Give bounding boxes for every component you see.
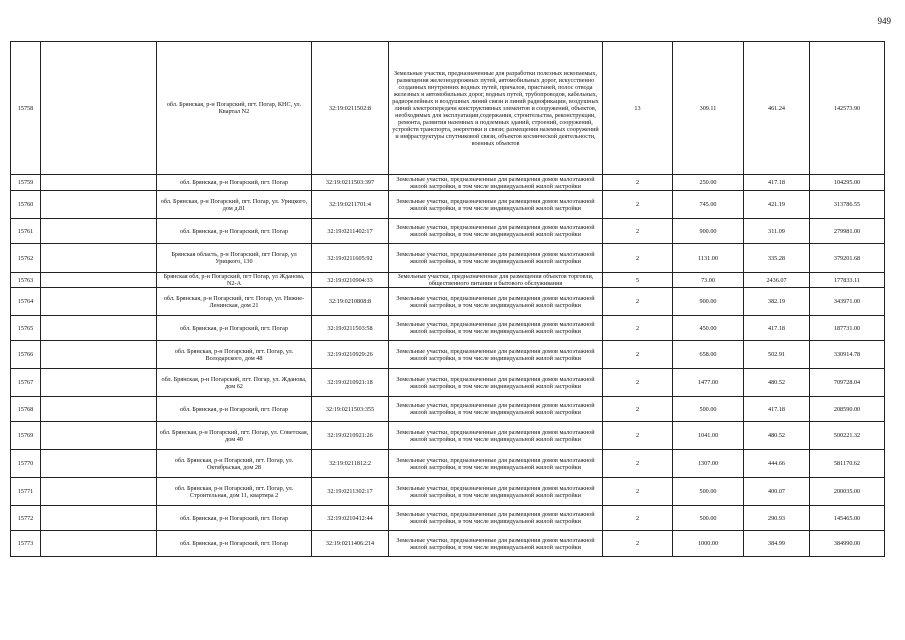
row-cadastral-number: 32:19:0211605:92 [312,244,389,273]
row-blank [41,244,157,273]
row-area: 745.00 [673,191,744,219]
row-address: обл. Брянская, р-н Погарский, пгт. Погар, ул. Жданова, дом 62 [157,369,312,397]
row-rate: 417.18 [744,316,810,341]
row-id: 15766 [11,341,41,369]
row-blank [41,422,157,450]
row-group: 2 [603,288,673,316]
row-blank [41,273,157,288]
row-id: 15762 [11,244,41,273]
row-id: 15771 [11,478,41,506]
row-land-use: Земельные участки, предназначенные для размещения домов малоэтажной жилой застройки, в том числе индивидуальной жилой застройки [389,175,603,191]
row-address: обл. Брянская, р-н Погарский, пгт. Погар, КНС, ул. Квартал N2 [157,42,312,175]
row-value: 208590.00 [810,397,885,422]
row-group: 2 [603,191,673,219]
row-value: 313786.55 [810,191,885,219]
row-rate: 502.91 [744,341,810,369]
row-cadastral-number: 32:19:0211502:8 [312,42,389,175]
row-group: 2 [603,531,673,557]
row-address: обл. Брянская, р-н Погарский, пгт. Погар [157,175,312,191]
table-row [11,175,885,191]
row-address: Брянская обл, р-н Погарский, пгт Погар, ул Жданова, N2-А [157,273,312,288]
row-blank [41,397,157,422]
row-cadastral-number: 32:19:0211302:17 [312,478,389,506]
row-rate: 311.09 [744,219,810,244]
row-area: 250.00 [673,175,744,191]
row-cadastral-number: 32:19:0210904:33 [312,273,389,288]
row-value: 187731.00 [810,316,885,341]
row-area: 1041.00 [673,422,744,450]
row-rate: 290.93 [744,506,810,531]
row-land-use: Земельные участки, предназначенные для размещения домов малоэтажной жилой застройки, в том числе индивидуальной жилой застройки [389,316,603,341]
row-id: 15768 [11,397,41,422]
row-land-use: Земельные участки, предназначенные для размещения домов малоэтажной жилой застройки, в том числе индивидуальной жилой застройки [389,506,603,531]
row-cadastral-number: 32:19:0210921:26 [312,422,389,450]
row-group: 2 [603,478,673,506]
table-row [11,506,885,531]
table-row [11,316,885,341]
row-id: 15769 [11,422,41,450]
row-cadastral-number: 32:19:0211701:4 [312,191,389,219]
row-id: 15764 [11,288,41,316]
row-blank [41,219,157,244]
row-value: 709728.04 [810,369,885,397]
row-rate: 480.52 [744,369,810,397]
row-group: 2 [603,316,673,341]
row-area: 1131.00 [673,244,744,273]
row-land-use: Земельные участки, предназначенные для разработки полезных ископаемых, размещения железнодорожных путей, автомобильных дорог, искусственно созданных внутренних водных путей, причалов, пристаней, полос отвода железных и автомобильных дорог, водных путей, трубопроводов, кабельных, радиорелейных и воздушных линий связи и линий радиофикации, воздушных линий электропередачи конструктивных элементов и сооружений, объектов, необходимых для эксплуатации,содержания, строительства, реконструкции, ремонта, развития наземных и подземных зданий, строений, сооружений, устройств транспорта, энергетики и связи; размещения наземных сооружений и инфраструктуры спутниковой связи, объектов космической деятельности, военных объектов [389,42,603,175]
row-group: 2 [603,219,673,244]
row-blank [41,506,157,531]
row-rate: 417.18 [744,397,810,422]
row-address: обл. Брянская, р-н Погарский, пгт. Погар, ул. Нижне-Ленинская, дом 21 [157,288,312,316]
table-row [11,191,885,219]
row-rate: 382.19 [744,288,810,316]
row-area: 900.00 [673,288,744,316]
row-cadastral-number: 32:19:0211812:2 [312,450,389,478]
row-group: 2 [603,450,673,478]
row-address: обл. Брянская, р-н Погарский, пгт. Погар [157,506,312,531]
table-row [11,288,885,316]
row-id: 15765 [11,316,41,341]
row-blank [41,191,157,219]
row-area: 450.00 [673,316,744,341]
row-group: 2 [603,369,673,397]
row-area: 73.00 [673,273,744,288]
row-address: обл. Брянская, р-н Погарский, пгт. Погар, ул. Октябрьская, дом 28 [157,450,312,478]
row-area: 500.00 [673,478,744,506]
row-group: 2 [603,341,673,369]
row-id: 15760 [11,191,41,219]
row-id: 15770 [11,450,41,478]
row-id: 15758 [11,42,41,175]
row-rate: 461.24 [744,42,810,175]
row-blank [41,175,157,191]
row-group: 2 [603,244,673,273]
table-row [11,341,885,369]
row-blank [41,450,157,478]
table-row [11,422,885,450]
row-land-use: Земельные участки, предназначенные для размещения домов малоэтажной жилой застройки, в том числе индивидуальной жилой застройки [389,219,603,244]
row-cadastral-number: 32:19:0211406:214 [312,531,389,557]
row-value: 330914.78 [810,341,885,369]
row-value: 200035.00 [810,478,885,506]
table-row [11,219,885,244]
row-rate: 335.28 [744,244,810,273]
page-number: 949 [877,16,891,26]
row-value: 581170.62 [810,450,885,478]
row-value: 104295.00 [810,175,885,191]
row-id: 15772 [11,506,41,531]
row-value: 384990.00 [810,531,885,557]
row-rate: 421.19 [744,191,810,219]
row-address: обл. Брянская, р-н Погарский, пгт. Погар, ул. Строительная, дом 11, квартира 2 [157,478,312,506]
row-blank [41,369,157,397]
row-address: обл. Брянская, р-н Погарский, пгт. Погар [157,316,312,341]
row-land-use: Земельные участки, предназначенные для размещения домов малоэтажной жилой застройки, в том числе индивидуальной жилой застройки [389,531,603,557]
row-area: 1000.00 [673,531,744,557]
row-rate: 444.66 [744,450,810,478]
row-area: 658.00 [673,341,744,369]
row-blank [41,531,157,557]
table-row [11,369,885,397]
row-land-use: Земельные участки, предназначенные для размещения домов малоэтажной жилой застройки, в том числе индивидуальной жилой застройки [389,191,603,219]
row-cadastral-number: 32:19:0210412:44 [312,506,389,531]
row-land-use: Земельные участки, предназначенные для размещения домов малоэтажной жилой застройки, в том числе индивидуальной жилой застройки [389,288,603,316]
row-cadastral-number: 32:19:0210929:26 [312,341,389,369]
row-value: 145465.00 [810,506,885,531]
row-value: 343971.00 [810,288,885,316]
row-id: 15767 [11,369,41,397]
row-cadastral-number: 32:19:0211503:397 [312,175,389,191]
row-area: 1477.00 [673,369,744,397]
row-address: обл. Брянская, р-н Погарский, пгт. Погар [157,397,312,422]
row-blank [41,478,157,506]
row-address: обл. Брянская, р-н Погарский, пгт. Погар, ул. Володарского, дом 48 [157,341,312,369]
row-blank [41,288,157,316]
row-land-use: Земельные участки, предназначенные для размещения домов малоэтажной жилой застройки, в том числе индивидуальной жилой застройки [389,397,603,422]
row-group: 13 [603,42,673,175]
row-address: обл. Брянская, р-н Погарский, пгт. Погар, ул. Советская, дом 40 [157,422,312,450]
row-group: 2 [603,397,673,422]
row-land-use: Земельные участки, предназначенные для размещения домов малоэтажной жилой застройки, в том числе индивидуальной жилой застройки [389,422,603,450]
row-land-use: Земельные участки, предназначенные для размещения домов малоэтажной жилой застройки, в том числе индивидуальной жилой застройки [389,478,603,506]
table-row [11,478,885,506]
row-cadastral-number: 32:19:0210921:18 [312,369,389,397]
row-cadastral-number: 32:19:0210808:8 [312,288,389,316]
table-row [11,273,885,288]
row-land-use: Земельные участки, предназначенные для размещения домов малоэтажной жилой застройки, в том числе индивидуальной жилой застройки [389,341,603,369]
row-blank [41,316,157,341]
row-land-use: Земельные участки, предназначенные для размещения домов малоэтажной жилой застройки, в том числе индивидуальной жилой застройки [389,450,603,478]
row-rate: 480.52 [744,422,810,450]
row-rate: 417.18 [744,175,810,191]
row-address: обл. Брянская, р-н Погарский, пгт. Погар [157,219,312,244]
table-row [11,531,885,557]
row-cadastral-number: 32:19:0211503:58 [312,316,389,341]
row-group: 2 [603,422,673,450]
row-land-use: Земельные участки, предназначенные для размещения домов малоэтажной жилой застройки, в том числе индивидуальной жилой застройки [389,244,603,273]
table-row [11,244,885,273]
row-address: обл. Брянская, р-н Погарский, пгт. Погар [157,531,312,557]
row-id: 15773 [11,531,41,557]
row-id: 15763 [11,273,41,288]
table-row [11,450,885,478]
row-rate: 384.99 [744,531,810,557]
row-rate: 2436.07 [744,273,810,288]
row-group: 5 [603,273,673,288]
row-land-use: Земельные участки, предназначенные для размещения домов малоэтажной жилой застройки, в том числе индивидуальной жилой застройки [389,369,603,397]
row-value: 142573.90 [810,42,885,175]
row-cadastral-number: 32:19:0211402:17 [312,219,389,244]
registry-body [11,42,885,557]
row-id: 15759 [11,175,41,191]
row-group: 2 [603,506,673,531]
table-row [11,397,885,422]
row-value: 500221.32 [810,422,885,450]
row-rate: 400.07 [744,478,810,506]
row-area: 309.11 [673,42,744,175]
row-area: 500.00 [673,397,744,422]
row-value: 177833.11 [810,273,885,288]
row-area: 1307.00 [673,450,744,478]
table-row [11,42,885,175]
land-registry-table [10,41,885,557]
row-group: 2 [603,175,673,191]
row-address: Брянская область, р-н Погарский, пгт Погар, ул Урицкого, 130 [157,244,312,273]
row-cadastral-number: 32:19:0211503:355 [312,397,389,422]
row-value: 279981.00 [810,219,885,244]
row-value: 379201.68 [810,244,885,273]
row-id: 15761 [11,219,41,244]
row-area: 900.00 [673,219,744,244]
row-blank [41,42,157,175]
row-address: обл. Брянская, р-н Погарский, пгт. Погар, ул. Урицкого, дом д.81 [157,191,312,219]
row-area: 500.00 [673,506,744,531]
row-blank [41,341,157,369]
row-land-use: Земельные участки, предназначенные для размещения объектов торговли, общественного питания и бытового обслуживания [389,273,603,288]
